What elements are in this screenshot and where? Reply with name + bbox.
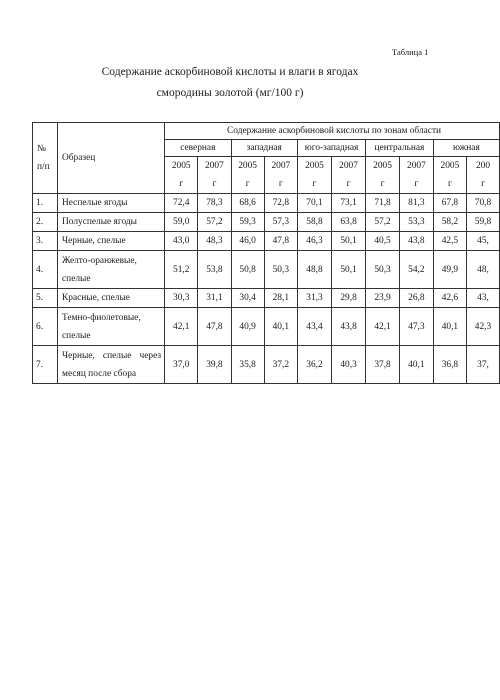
row-value: 72,8 bbox=[264, 194, 297, 213]
row-value: 42,6 bbox=[433, 289, 466, 308]
year-value: 2007 bbox=[407, 161, 426, 171]
row-value: 59,0 bbox=[165, 213, 198, 232]
row-value: 50,8 bbox=[231, 251, 264, 289]
year-value: 2005 bbox=[238, 161, 257, 171]
row-value: 57,2 bbox=[366, 213, 400, 232]
row-value: 48,3 bbox=[198, 232, 231, 251]
zone-header: западная bbox=[231, 140, 297, 157]
row-value: 40,5 bbox=[366, 232, 400, 251]
table-row bbox=[33, 251, 500, 289]
row-number: 6. bbox=[33, 308, 58, 346]
row-value: 45, bbox=[467, 232, 500, 251]
row-value: 23,9 bbox=[366, 289, 400, 308]
row-value: 43,8 bbox=[332, 308, 366, 346]
row-value: 53,3 bbox=[399, 213, 433, 232]
year-value: 2005 bbox=[373, 161, 392, 171]
year-value: 2007 bbox=[205, 161, 224, 171]
row-value: 43, bbox=[467, 289, 500, 308]
year-value: 2007 bbox=[271, 161, 291, 171]
year-unit: г bbox=[312, 179, 317, 189]
title-line-1: Содержание аскорбиновой кислоты и влаги в ягодах bbox=[101, 66, 359, 78]
row-value: 71,8 bbox=[366, 194, 400, 213]
row-value: 68,6 bbox=[231, 194, 264, 213]
row-sample-name: Черные, спелые bbox=[58, 232, 165, 251]
year-header bbox=[366, 157, 400, 194]
header-number-line-2: п/п bbox=[37, 162, 50, 172]
year-header bbox=[165, 157, 198, 194]
row-value: 37,0 bbox=[165, 346, 198, 384]
year-unit: г bbox=[447, 179, 452, 189]
row-number: 3. bbox=[33, 232, 58, 251]
row-value: 58,8 bbox=[297, 213, 331, 232]
row-value: 43,0 bbox=[165, 232, 198, 251]
row-value: 37,2 bbox=[264, 346, 297, 384]
row-value: 47,8 bbox=[198, 308, 231, 346]
row-sample-name: Неспелые ягоды bbox=[58, 194, 165, 213]
year-unit: г bbox=[278, 179, 283, 189]
row-value: 48, bbox=[467, 251, 500, 289]
row-sample-name: Темно-фиолетовые, спелые bbox=[58, 308, 165, 346]
year-value: 2005 bbox=[305, 161, 324, 171]
row-number: 1. bbox=[33, 194, 58, 213]
year-header bbox=[399, 157, 433, 194]
row-value: 42,1 bbox=[165, 308, 198, 346]
year-unit: г bbox=[179, 179, 184, 189]
zone-header: юго-западная bbox=[297, 140, 365, 157]
title-line-2: смородины золотой (мг/100 г) bbox=[156, 87, 304, 99]
table-row bbox=[33, 308, 500, 346]
year-header bbox=[297, 157, 331, 194]
year-unit: г bbox=[245, 179, 250, 189]
row-value: 42,3 bbox=[467, 308, 500, 346]
row-value: 58,2 bbox=[433, 213, 466, 232]
table-row bbox=[33, 346, 500, 384]
row-value: 42,1 bbox=[366, 308, 400, 346]
row-value: 63,8 bbox=[332, 213, 366, 232]
row-value: 30,3 bbox=[165, 289, 198, 308]
year-header bbox=[332, 157, 366, 194]
row-value: 50,1 bbox=[332, 251, 366, 289]
year-unit: г bbox=[346, 179, 351, 189]
row-value: 50,3 bbox=[366, 251, 400, 289]
row-sample-name: Полуспелые ягоды bbox=[58, 213, 165, 232]
row-value: 36,2 bbox=[297, 346, 331, 384]
row-value: 59,3 bbox=[231, 213, 264, 232]
row-value: 40,1 bbox=[399, 346, 433, 384]
row-value: 36,8 bbox=[433, 346, 466, 384]
year-header bbox=[231, 157, 264, 194]
row-value: 29,8 bbox=[332, 289, 366, 308]
table-row bbox=[33, 213, 500, 232]
row-value: 70,8 bbox=[467, 194, 500, 213]
year-header bbox=[198, 157, 231, 194]
row-value: 57,2 bbox=[198, 213, 231, 232]
row-value: 40,1 bbox=[264, 308, 297, 346]
year-unit: г bbox=[481, 179, 485, 189]
year-value: 200 bbox=[475, 161, 491, 171]
row-value: 54,2 bbox=[399, 251, 433, 289]
year-value: 2007 bbox=[339, 161, 358, 171]
row-value: 28,1 bbox=[264, 289, 297, 308]
year-header bbox=[433, 157, 466, 194]
row-value: 50,3 bbox=[264, 251, 297, 289]
row-number: 4. bbox=[33, 251, 58, 289]
row-number: 5. bbox=[33, 289, 58, 308]
row-value: 70,1 bbox=[297, 194, 331, 213]
row-value: 48,8 bbox=[297, 251, 331, 289]
zone-header: северная bbox=[165, 140, 231, 157]
document-title bbox=[60, 62, 400, 104]
zone-header: южная bbox=[433, 140, 499, 157]
row-sample-name: Черные, спелые через месяц после сбора bbox=[58, 346, 165, 384]
row-value: 81,3 bbox=[399, 194, 433, 213]
year-value: 2005 bbox=[440, 161, 460, 171]
header-number-line-1: № bbox=[37, 144, 46, 154]
header-sample: Образец bbox=[58, 123, 165, 194]
header-main: Содержание аскорбиновой кислоты по зонам области bbox=[165, 123, 500, 140]
row-sample-name: Красные, спелые bbox=[58, 289, 165, 308]
row-value: 47,8 bbox=[264, 232, 297, 251]
row-value: 67,8 bbox=[433, 194, 466, 213]
header-row-main bbox=[33, 123, 500, 140]
row-value: 78,3 bbox=[198, 194, 231, 213]
row-value: 26,8 bbox=[399, 289, 433, 308]
row-value: 43,4 bbox=[297, 308, 331, 346]
row-value: 31,1 bbox=[198, 289, 231, 308]
row-value: 50,1 bbox=[332, 232, 366, 251]
year-header bbox=[467, 157, 500, 194]
table-row bbox=[33, 232, 500, 251]
header-number bbox=[33, 123, 58, 194]
year-unit: г bbox=[414, 179, 419, 189]
row-value: 46,0 bbox=[231, 232, 264, 251]
row-value: 53,8 bbox=[198, 251, 231, 289]
row-value: 40,3 bbox=[332, 346, 366, 384]
row-value: 46,3 bbox=[297, 232, 331, 251]
row-number: 2. bbox=[33, 213, 58, 232]
year-value: 2005 bbox=[171, 161, 191, 171]
row-value: 47,3 bbox=[399, 308, 433, 346]
row-value: 59,8 bbox=[467, 213, 500, 232]
table-label: Таблица 1 bbox=[392, 47, 429, 57]
table-row bbox=[33, 289, 500, 308]
year-unit: г bbox=[380, 179, 385, 189]
year-unit: г bbox=[212, 179, 217, 189]
row-value: 43,8 bbox=[399, 232, 433, 251]
row-value: 73,1 bbox=[332, 194, 366, 213]
row-value: 31,3 bbox=[297, 289, 331, 308]
row-value: 57,3 bbox=[264, 213, 297, 232]
row-value: 51,2 bbox=[165, 251, 198, 289]
data-table bbox=[32, 122, 500, 384]
table-row bbox=[33, 194, 500, 213]
row-number: 7. bbox=[33, 346, 58, 384]
row-value: 37, bbox=[467, 346, 500, 384]
zone-header: центральная bbox=[366, 140, 434, 157]
row-value: 30,4 bbox=[231, 289, 264, 308]
row-value: 42,5 bbox=[433, 232, 466, 251]
row-value: 40,9 bbox=[231, 308, 264, 346]
row-sample-name: Желто-оранжевые, спелые bbox=[58, 251, 165, 289]
row-value: 40,1 bbox=[433, 308, 466, 346]
row-value: 49,9 bbox=[433, 251, 466, 289]
row-value: 72,4 bbox=[165, 194, 198, 213]
row-value: 37,8 bbox=[366, 346, 400, 384]
row-value: 35,8 bbox=[231, 346, 264, 384]
row-value: 39,8 bbox=[198, 346, 231, 384]
year-header bbox=[264, 157, 297, 194]
